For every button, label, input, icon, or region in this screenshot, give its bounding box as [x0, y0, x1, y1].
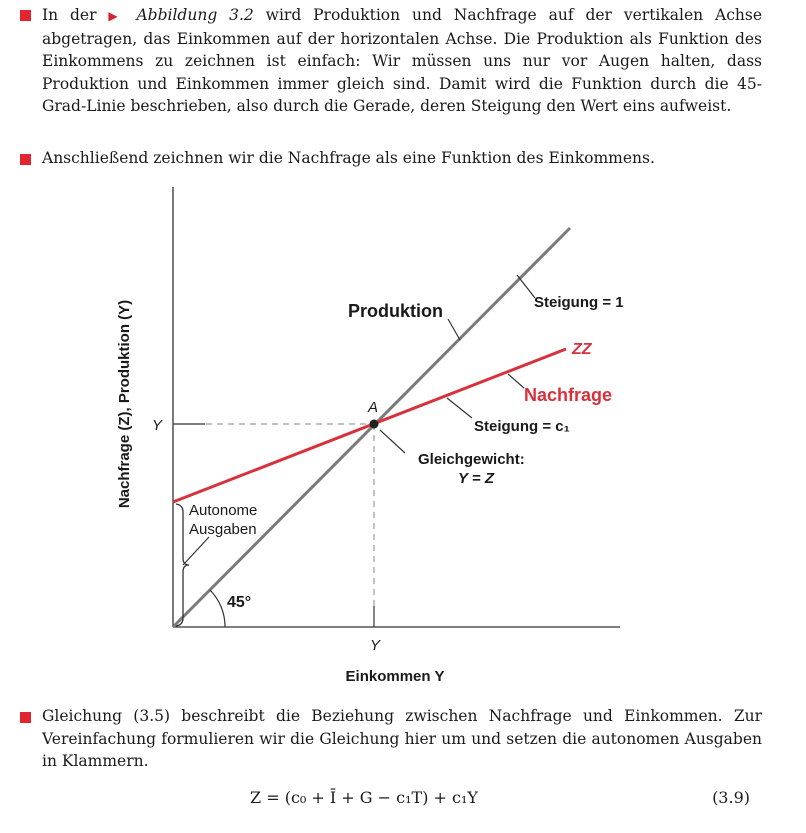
autonomous-brace — [176, 504, 189, 626]
production-label: Produktion — [348, 301, 443, 321]
leader-autonomous — [183, 537, 209, 565]
zz-label: ZZ — [572, 341, 592, 358]
equation-body: Z = (c₀ + Ī + G − c₁T) + c₁Y — [250, 788, 478, 807]
x-axis-label: Einkommen Y — [345, 668, 445, 685]
figure-reference-link[interactable]: Abbildung 3.2 — [136, 6, 254, 24]
point-a-label: A — [367, 399, 379, 416]
demand-label: Nachfrage — [524, 385, 613, 405]
equation-number: (3.9) — [712, 788, 750, 807]
leader-slope-1 — [517, 275, 535, 298]
paragraph-1-prefix: In der — [42, 6, 109, 24]
paragraph-3: Gleichung (3.5) beschreibt die Beziehung zwischen Nachfrage und Einkommen. Zur Vereinfachung formulieren wir die Gleichung hier um und setzen die autonomen Ausgaben in Klammern. — [42, 707, 762, 770]
y-axis-label: Nachfrage (Z), Produktion (Y) — [116, 299, 133, 509]
leader-production — [448, 319, 460, 340]
angle-arc-45 — [210, 590, 225, 627]
leader-slope-c1 — [447, 398, 472, 418]
bullet-marker — [20, 712, 31, 723]
equilibrium-equation: Y = Z — [458, 470, 494, 487]
autonomous-label-line1: Autonome — [189, 502, 258, 519]
autonomous-label-line2: Ausgaben — [189, 521, 257, 538]
figure-ref-arrow-icon: ▶ — [108, 9, 125, 23]
paragraph-2: Anschließend zeichnen wir die Nachfrage als eine Funktion des Einkommens. — [42, 149, 655, 167]
slope-1-label: Steigung = 1 — [534, 294, 624, 311]
equilibrium-point-a — [370, 420, 379, 429]
angle-label: 45° — [227, 594, 252, 611]
leader-equilibrium — [380, 430, 405, 453]
equilibrium-label: Gleichgewicht: — [418, 451, 525, 468]
slope-c1-label: Steigung = c₁ — [474, 418, 570, 435]
paragraph-1-text: wird Produktion und Nachfrage auf der vertikalen Achse abgetragen, das Einkommen auf der horizontalen Achse. Die Produktion als Funktion des Einkommens zu zeichnen ist einfach: Wir müssen uns nur vor Augen halten, dass Produktion und Einkommen immer gleich sind. Damit wird die Funktion durch die 45-Grad-Linie beschrieben, also durch die Gerade, deren Steigung den Wert eins aufweist. — [42, 6, 762, 115]
y-tick-label: Y — [151, 417, 163, 434]
leader-demand — [508, 374, 524, 388]
x-tick-label: Y — [369, 637, 381, 654]
